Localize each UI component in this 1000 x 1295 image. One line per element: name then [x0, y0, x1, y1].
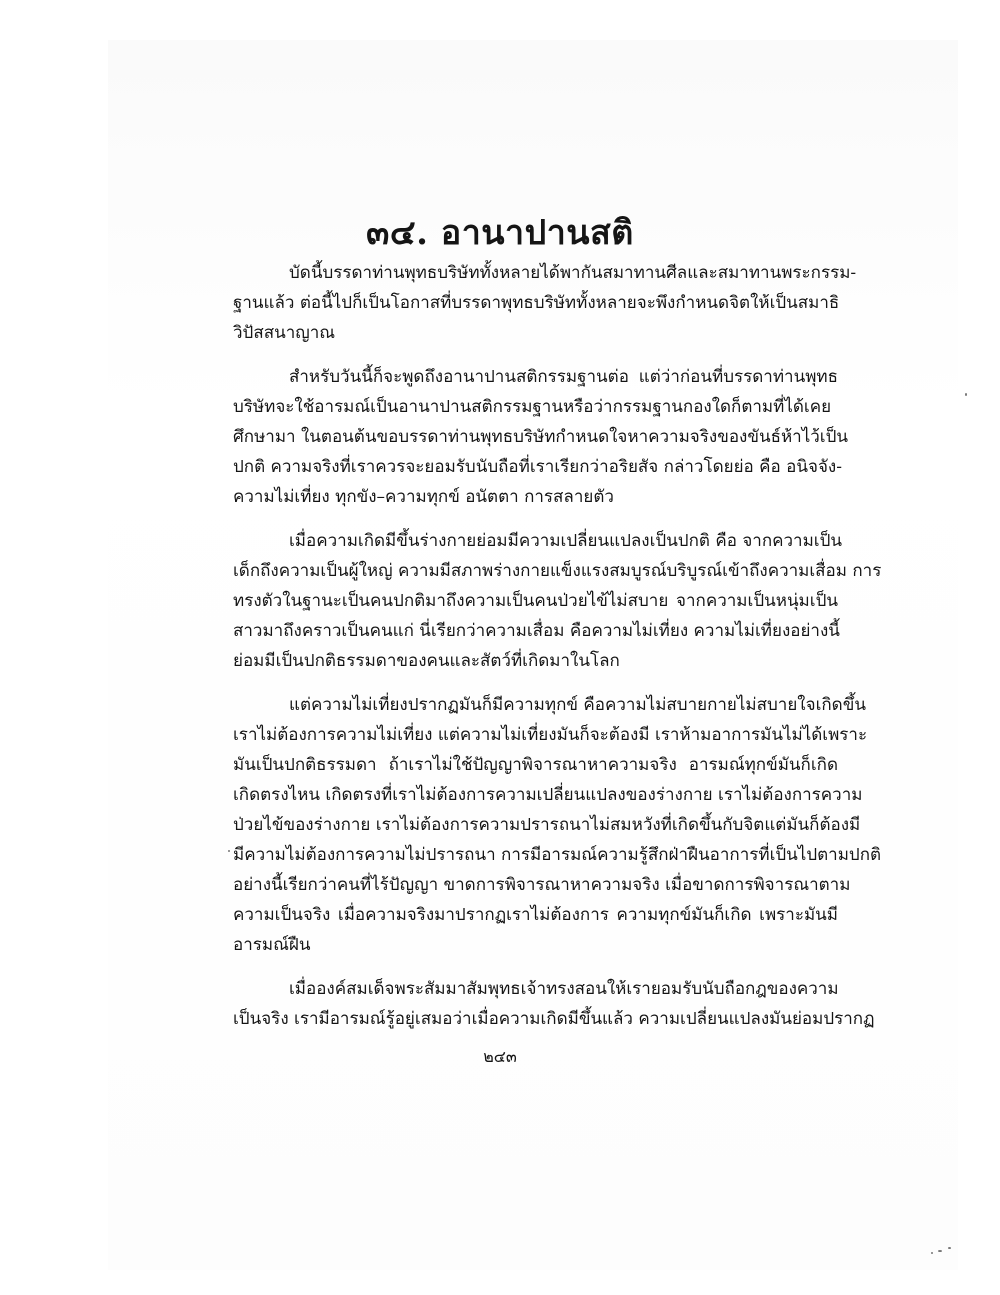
- text-line: บัดนี้บรรดาท่านพุทธบริษัททั้งหลายได้พากันสมาทานศีลและสมาทานพระกรรม-: [289, 263, 857, 283]
- scan-speck: [965, 393, 967, 396]
- scan-speck: [948, 1247, 951, 1249]
- text-line: อย่างนี้เรียกว่าคนที่ไร้ปัญญา ขาดการพิจารณาหาความจริง เมื่อขาดการพิจารณาตาม: [233, 875, 851, 895]
- body-text: [233, 258, 882, 1048]
- text-line: เราไม่ต้องการความไม่เที่ยง แต่ความไม่เที่ยงมันก็จะต้องมี เราห้ามอาการมันไม่ได้เพราะ: [233, 725, 868, 745]
- scan-speck: [938, 1250, 942, 1252]
- text-line: ปกติ ความจริงที่เราควรจะยอมรับนับถือที่เราเรียกว่าอริยสัจ กล่าวโดยย่อ คือ อนิจจัง-: [233, 457, 842, 477]
- text-line: ความไม่เที่ยง ทุกขัง–ความทุกข์ อนัตตา การสลายตัว: [233, 487, 614, 507]
- text-line: ป่วยไข้ของร่างกาย เราไม่ต้องการความปรารถนาไม่สมหวังที่เกิดขึ้นกับจิตแต่มันก็ต้องมี: [233, 815, 861, 835]
- text-line: บริษัทจะใช้อารมณ์เป็นอานาปานสติกรรมฐานหรือว่ากรรมฐานกองใดก็ตามที่ได้เคย: [233, 397, 832, 417]
- text-line: ย่อมมีเป็นปกติธรรมดาของคนและสัตว์ที่เกิดมาในโลก: [233, 651, 620, 671]
- text-line: เมื่อความเกิดมีขึ้นร่างกายย่อมมีความเปลี่ยนแปลงเป็นปกติ คือ จากความเป็น: [289, 531, 843, 551]
- text-line: อารมณ์ฝืน: [233, 935, 311, 955]
- text-line: วิปัสสนาญาณ: [233, 323, 336, 343]
- paragraph-3: [233, 526, 882, 676]
- text-line: เกิดตรงไหน เกิดตรงที่เราไม่ต้องการความเปลี่ยนแปลงของร่างกาย เราไม่ต้องการความ: [233, 785, 863, 805]
- text-line: เป็นจริง เรามีอารมณ์รู้อยู่เสมอว่าเมื่อความเกิดมีขึ้นแล้ว ความเปลี่ยนแปลงมันย่อมปรากฏ: [233, 1009, 875, 1029]
- paragraph-4: [233, 690, 882, 960]
- text-line: ฐานแล้ว ต่อนี้ไปก็เป็นโอกาสที่บรรดาพุทธบริษัททั้งหลายจะพึงกำหนดจิตให้เป็นสมาธิ: [233, 293, 840, 313]
- scan-speck: [931, 1252, 933, 1254]
- text-line: มีความไม่ต้องการความไม่ปรารถนา การมีอารมณ์ความรู้สึกฝ่าฝืนอาการที่เป็นไปตามปกติ: [233, 845, 882, 865]
- text-line: เมื่อองค์สมเด็จพระสัมมาสัมพุทธเจ้าทรงสอนให้เรายอมรับนับถือกฎของความ: [289, 979, 839, 999]
- text-line: สาวมาถึงคราวเป็นคนแก่ นี่เรียกว่าความเสื่อม คือความไม่เที่ยง ความไม่เที่ยงอย่างนี้: [233, 621, 840, 641]
- text-line: เด็กถึงความเป็นผู้ใหญ่ ความมีสภาพร่างกายแข็งแรงสมบูรณ์บริบูรณ์เข้าถึงความเสื่อม การ: [233, 561, 882, 581]
- page-number: ๒๔๓: [483, 1047, 517, 1066]
- text-line: มันเป็นปกติธรรมดา ถ้าเราไม่ใช้ปัญญาพิจารณาหาความจริง อารมณ์ทุกข์มันก็เกิด: [233, 755, 838, 775]
- text-line: ศึกษามา ในตอนต้นขอบรรดาท่านพุทธบริษัทกำหนดใจหาความจริงของขันธ์ห้าไว้เป็น: [233, 427, 849, 447]
- chapter-title: ๓๔. อานาปานสติ: [366, 213, 634, 253]
- paragraph-2: [233, 362, 849, 512]
- text-line: สำหรับวันนี้ก็จะพูดถึงอานาปานสติกรรมฐานต่อ แต่ว่าก่อนที่บรรดาท่านพุทธ: [289, 367, 838, 387]
- text-line: ความเป็นจริง เมื่อความจริงมาปรากฏเราไม่ต้องการ ความทุกข์มันก็เกิด เพราะมันมี: [233, 905, 838, 925]
- scan-speck: [228, 850, 230, 852]
- paragraph-5: [233, 974, 875, 1034]
- text-line: ทรงตัวในฐานะเป็นคนปกติมาถึงความเป็นคนป่วยไข้ไม่สบาย จากความเป็นหนุ่มเป็น: [233, 591, 838, 611]
- text-line: แต่ความไม่เที่ยงปรากฏมันก็มีความทุกข์ คือความไม่สบายกายไม่สบายใจเกิดขึ้น: [289, 695, 866, 715]
- paragraph-1: [233, 258, 857, 348]
